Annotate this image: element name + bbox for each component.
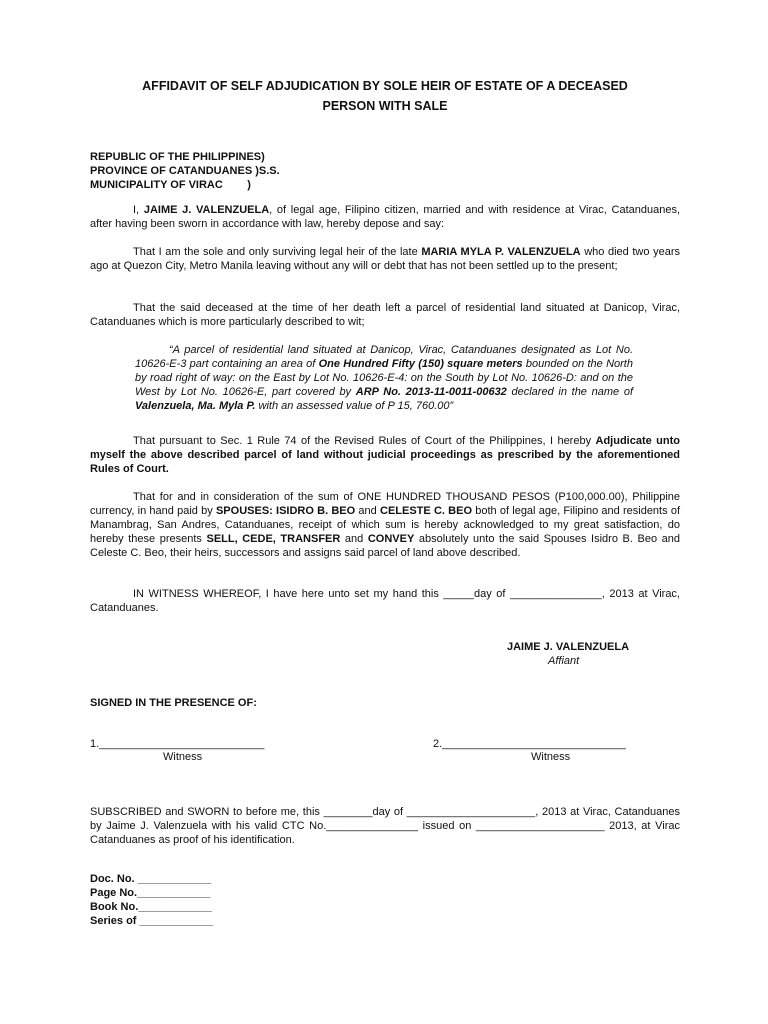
jurat-paragraph: SUBSCRIBED and SWORN to before me, this ________day of _____________________, 2013 at Virac, Catanduanes by Jaime J. Valenzuela with his valid CTC No._______________ issued on _____________________ 2013, at Virac Catanduanes as proof of his identification. xyxy=(90,806,680,846)
doc-number: Doc. No. ____________ xyxy=(90,873,212,885)
page-number: Page No.____________ xyxy=(90,887,211,899)
witness-whereof-paragraph: IN WITNESS WHEREOF, I have here unto set my hand this _____day of _______________, 2013 at Virac, Catanduanes. xyxy=(90,588,680,614)
document-title xyxy=(90,76,680,116)
sale-text-1: That for and in consideration of the sum of ONE HUNDRED THOUSAND PESOS (P100,000.00), Philippine currency, in hand paid by xyxy=(90,491,680,517)
deceased-name: MARIA MYLA P. VALENZUELA xyxy=(421,246,581,258)
venue-block xyxy=(90,150,390,192)
heir-text-1: That I am the sole and only surviving legal heir of the late xyxy=(133,246,422,258)
venue-line-3: MUNICIPALITY OF VIRAC ) xyxy=(90,179,251,191)
sale-paragraph xyxy=(90,490,680,560)
presence-heading: SIGNED IN THE PRESENCE OF: xyxy=(90,697,257,709)
sale-verb-convey: CONVEY xyxy=(367,533,415,545)
description-text-2: bounded on the North by road right of way: on the East by Lot No. 10626-E-4: on the South by Lot No. 10626-D: and on the West by Lot No. 10626-E, part covered by xyxy=(135,358,633,398)
title-line-2: PERSON WITH SALE xyxy=(322,99,448,113)
venue-line-1: REPUBLIC OF THE PHILIPPINES) xyxy=(90,151,265,163)
sale-text-2: and xyxy=(355,505,380,517)
description-text-4: with an assessed value of P 15, 760.00” xyxy=(255,400,454,412)
arp-number: ARP No. 2013-11-0011-00632 xyxy=(355,386,507,398)
series-number: Series of ____________ xyxy=(90,915,213,927)
heir-text-2: who died two years ago at Quezon City, Metro Manila leaving without any will or debt that has not been settled up to the present; xyxy=(90,246,680,272)
notarial-register xyxy=(90,872,213,928)
heir-paragraph xyxy=(90,245,680,273)
witness-2-line: 2.______________________________ xyxy=(433,738,626,750)
intro-text-2: , of legal age, Filipino citizen, married and with residence at Virac, Catanduanes, after having been sworn in accordance with law, hereby depose and say: xyxy=(90,204,681,230)
land-description xyxy=(135,343,633,413)
adjudication-text-bold: Adjudicate unto myself the above described parcel of land without judicial proceedings as prescribed by the aforementioned Rules of Court. xyxy=(90,435,680,475)
affiant-name-inline: JAIME J. VALENZUELA xyxy=(143,204,270,216)
affiant-signature-name: JAIME J. VALENZUELA xyxy=(507,641,630,653)
description-text-1: “A parcel of residential land situated at Danicop, Virac, Catanduanes designated as Lot No. 10626-E-3 part containing an area of xyxy=(135,344,633,370)
sale-verbs: SELL, CEDE, TRANSFER xyxy=(206,533,341,545)
intro-paragraph xyxy=(90,203,680,231)
title-line-1: AFFIDAVIT OF SELF ADJUDICATION BY SOLE HEIR OF ESTATE OF A DECEASED xyxy=(142,79,628,93)
land-paragraph: That the said deceased at the time of her death left a parcel of residential land situated at Danicop, Virac, Catanduanes which is more particularly described to wit; xyxy=(90,302,680,328)
sale-text-3: both of legal age, Filipino and residents of Manambrag, San Andres, Catanduanes, receipt of which sum is hereby acknowledged to my great satisfaction, do hereby these presents xyxy=(90,505,680,545)
sale-text-5: absolutely unto the said Spouses Isidro B. Beo and Celeste C. Beo, their heirs, successors and assigns said parcel of land above described. xyxy=(90,533,680,559)
buyer-1: SPOUSES: ISIDRO B. BEO xyxy=(215,505,356,517)
book-number: Book No.____________ xyxy=(90,901,212,913)
adjudication-text-1: That pursuant to Sec. 1 Rule 74 of the Revised Rules of Court of the Philippines, I hereby xyxy=(133,435,596,447)
witness-1-label: Witness xyxy=(163,751,203,763)
intro-text-1: I, xyxy=(133,204,144,216)
declared-owner: Valenzuela, Ma. Myla P. xyxy=(135,400,256,412)
witness-2-label: Witness xyxy=(531,751,571,763)
buyer-2: CELESTE C. BEO xyxy=(380,505,473,517)
land-area: One Hundred Fifty (150) square meters xyxy=(318,358,523,370)
sale-text-4: and xyxy=(340,533,368,545)
affiant-label: Affiant xyxy=(548,655,580,667)
adjudication-paragraph xyxy=(90,434,680,476)
description-text-3: declared in the name of xyxy=(506,386,633,398)
venue-line-2: PROVINCE OF CATANDUANES )S.S. xyxy=(90,165,280,177)
witness-1-line: 1.___________________________ xyxy=(90,738,265,750)
